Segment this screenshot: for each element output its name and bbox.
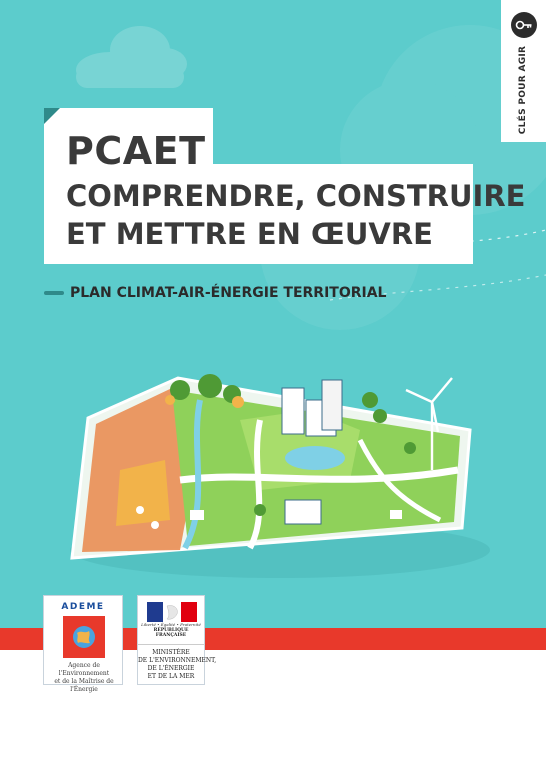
document-title: PCAET (66, 129, 206, 173)
ministere-line-4: ET DE LA MER (147, 673, 195, 680)
subtitle-dash (44, 291, 64, 295)
ministere-line-3: DE L'ÉNERGIE (147, 665, 195, 672)
republic-motto: Liberté • Égalité • Fraternité (141, 622, 201, 627)
ademe-caption-line-2: et de la Maîtrise de l'Énergie (54, 678, 114, 693)
side-tab-label: CLÉS POUR AGIR (518, 45, 528, 135)
ademe-globe-icon (63, 616, 105, 658)
title-line-1: COMPRENDRE, CONSTRUIRE (66, 179, 526, 213)
city-map-illustration (60, 360, 500, 590)
ministere-line-2: DE L'ENVIRONNEMENT, (138, 657, 217, 664)
ministere-logo (137, 595, 217, 685)
title-line-2: ET METTRE EN ŒUVRE (66, 217, 433, 251)
document-subtitle: PLAN CLIMAT-AIR-ÉNERGIE TERRITORIAL (70, 285, 387, 301)
ademe-logo (43, 595, 123, 693)
ministere-line-1: MINISTÈRE (152, 649, 190, 656)
marianne-icon (147, 602, 197, 622)
ademe-caption (46, 662, 122, 694)
title-corner-mark (44, 108, 60, 124)
republique-francaise: RÉPUBLIQUE FRANÇAISE (153, 628, 189, 638)
ademe-name: ADEME (61, 602, 105, 612)
key-icon (511, 12, 537, 38)
ministere-divider (138, 644, 204, 645)
ademe-caption-line-1: Agence de l'Environnement (58, 662, 110, 677)
